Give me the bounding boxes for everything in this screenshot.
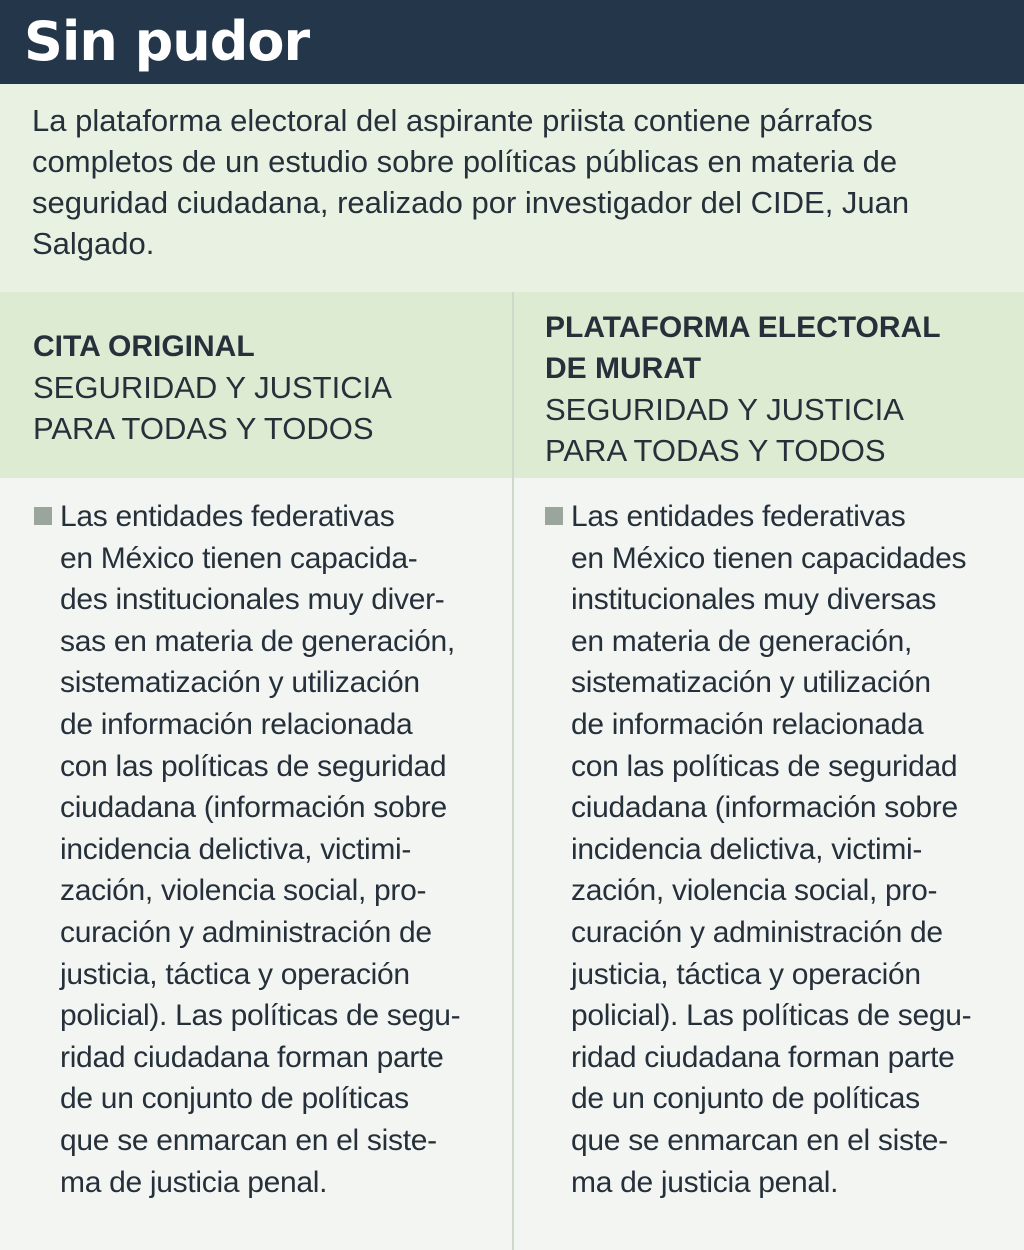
column-heading-line: DE MURAT <box>545 352 702 385</box>
quote-text: Las entidades federativas en México tienen capacidades institucionales muy diversas en materia de generación, sistematización y utilización de información relacionada con las políticas de seguridad ciudadana (información sobre incidencia delictiva, victimi- zación, violencia social, pro- curación y administración de justicia, táctica y operación policial). Las políticas de segu- ridad ciudadana forman parte de un conjunto de políticas que se enmarcan en el siste- ma de justicia penal. <box>571 500 972 1199</box>
quote-item <box>34 496 482 1203</box>
column-header-original <box>0 292 512 478</box>
column-subheading-line: PARA TODAS Y TODOS <box>545 433 886 468</box>
title-bar <box>0 0 1024 84</box>
page-title: Sin pudor <box>24 10 310 73</box>
column-header-murat <box>514 292 1024 478</box>
column-subheading-line: PARA TODAS Y TODOS <box>33 411 374 446</box>
column-body-murat <box>514 478 1024 1250</box>
intro-panel <box>0 84 1024 292</box>
column-body-original <box>0 478 512 1250</box>
quote-text: Las entidades federativas en México tienen capacida- des institucionales muy diver- sas en materia de generación, sistematización y utilización de información relacionada con las políticas de seguridad ciudadana (información sobre incidencia delictiva, victimi- zación, violencia social, pro- curación y administración de justicia, táctica y operación policial). Las políticas de segu- ridad ciudadana forman parte de un conjunto de políticas que se enmarcan en el siste- ma de justicia penal. <box>60 500 461 1199</box>
column-heading-line: PLATAFORMA ELECTORAL <box>545 311 941 344</box>
quote-item <box>545 496 1000 1203</box>
column-heading-line: CITA ORIGINAL <box>33 330 255 363</box>
column-subheading-line: SEGURIDAD Y JUSTICIA <box>545 392 904 427</box>
intro-text: La plataforma electoral del aspirante priista contiene párrafos completos de un estudio sobre políticas públicas en materia de seguridad ciudadana, realizado por investigador del CIDE, Juan Salgado. <box>32 103 910 261</box>
column-subheading-line: SEGURIDAD Y JUSTICIA <box>33 370 392 405</box>
